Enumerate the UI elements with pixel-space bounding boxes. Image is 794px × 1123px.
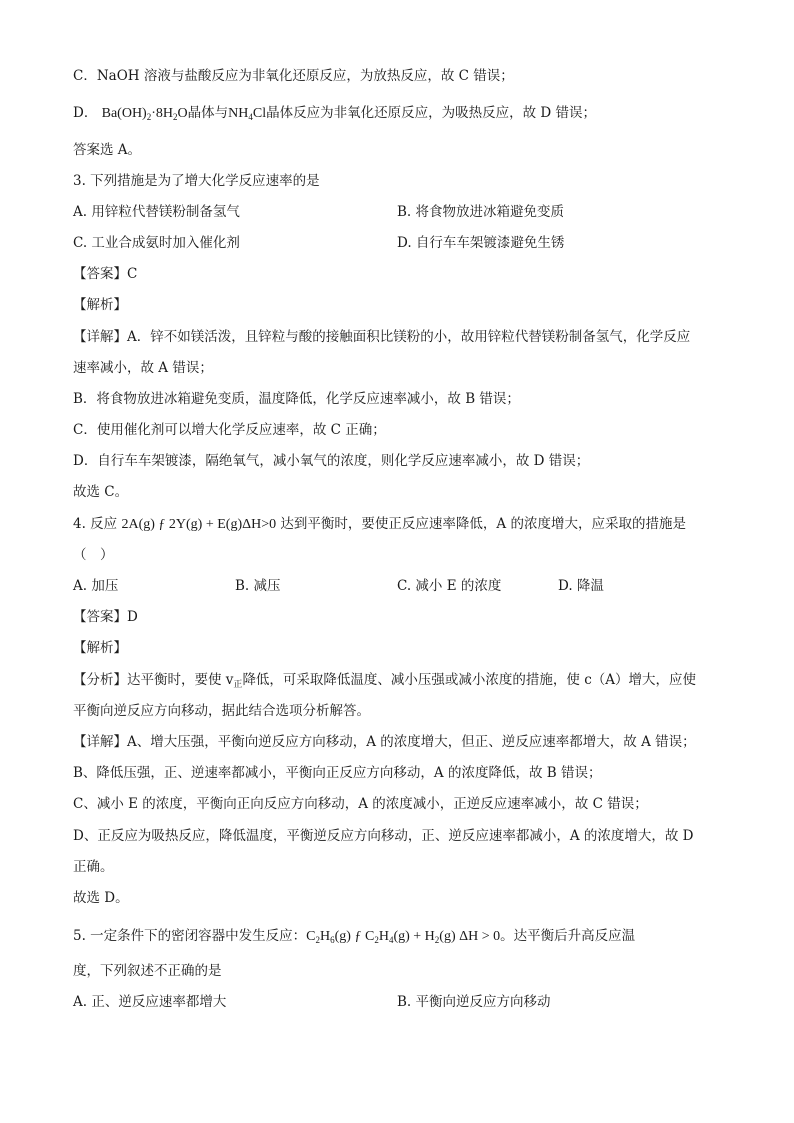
option-c-analysis: C．NaOH 溶液与盐酸反应为非氧化还原反应，为放热反应，故 C 错误； xyxy=(73,68,514,84)
question-3-stem: 3. 下列措施是为了增大化学反应速率的是 xyxy=(73,173,320,189)
question-3-option-b: B. 将食物放进冰箱避免变质 xyxy=(397,204,565,220)
question-4-option-a: A. 加压 xyxy=(73,578,119,594)
question-3-detail-5: D．自行车车架镀漆，隔绝氧气，减小氧气的浓度，则化学反应速率减小，故 D 错误； xyxy=(73,453,590,469)
question-5-stem: 5. 一定条件下的密闭容器中发生反应：$C_2H_6(g)$ ƒ $C_2H_4(g) + H_2(g) \Delta H > 0$。达平衡后升高反应温 xyxy=(73,928,636,945)
question-3-jiexi: 【解析】 xyxy=(73,297,127,313)
formula-reaction-5: $C_2H_6(g)$ ƒ $C_2H_4(g) + H_2(g) \Delta H > 0$ xyxy=(306,929,501,945)
question-4-detail-3: C、减小 E 的浓度，平衡向正向反应方向移动，A 的浓度减小，正逆反应速率减小，故 C 错误； xyxy=(73,796,648,812)
question-3-option-c: C. 工业合成氨时加入催化剂 xyxy=(73,235,240,251)
option-d-text1: 晶体与 xyxy=(187,105,229,121)
question-3-detail-1: 【详解】A．锌不如镁活泼，且锌粒与酸的接触面积比镁粉的小，故用锌粒代替镁粉制备氢气，化学反应 xyxy=(73,329,691,345)
question-4-stem: 4. 反应 2A(g) ƒ 2Y(g) + E(g)ΔH>0 达到平衡时，要使正反应速率降低，A 的浓度增大，应采取的措施是 xyxy=(73,516,686,532)
question-5-option-a: A. 正、逆反应速率都增大 xyxy=(73,994,227,1010)
question-3-detail-2: 速率减小，故 A 错误； xyxy=(73,360,213,376)
question-3-option-d: D. 自行车车架镀漆避免生锈 xyxy=(397,235,565,251)
question-4-detail-4: D、正反应为吸热反应，降低温度，平衡逆反应方向移动，正、逆反应速率都减小，A 的浓度增大，故 D xyxy=(73,828,694,844)
question-4-option-d: D. 降温 xyxy=(558,578,604,594)
question-4-detail-5: 正确。 xyxy=(73,859,114,875)
question-3-final: 故选 C。 xyxy=(73,484,129,500)
question-4-jiexi: 【解析】 xyxy=(73,640,127,656)
answer-a-line: 答案选 A。 xyxy=(73,142,142,158)
question-4-final: 故选 D。 xyxy=(73,890,129,906)
question-4-paren: （ ） xyxy=(73,547,114,563)
question-4-detail-2: B、降低压强，正、逆速率都减小，平衡向正反应方向移动，A 的浓度降低，故 B 错误； xyxy=(73,765,602,781)
formula-reaction-4: 2A(g) ƒ 2Y(g) + E(g)ΔH>0 xyxy=(121,517,277,532)
question-3-option-a: A. 用锌粒代替镁粉制备氢气 xyxy=(73,204,240,220)
question-4-detail-1: 【详解】A、增大压强，平衡向逆反应方向移动，A 的浓度增大，但正、逆反应速率都增大，故 A 错误； xyxy=(73,734,696,750)
question-4-option-c: C. 减小 E 的浓度 xyxy=(397,578,502,594)
option-d-text2: 晶体反应为非氧化还原反应，为吸热反应，故 D 错误； xyxy=(266,105,597,121)
formula-barium-hydroxide: $Ba(OH)_2\cdot 8H_2O$ xyxy=(101,106,188,122)
option-d-analysis xyxy=(73,103,724,124)
question-3-detail-4: C．使用催化剂可以增大化学反应速率，故 C 正确； xyxy=(73,422,386,438)
question-4-option-b: B. 减压 xyxy=(235,578,281,594)
question-5-option-b: B. 平衡向逆反应方向移动 xyxy=(397,994,551,1010)
question-3-answer: 【答案】C xyxy=(73,266,138,282)
question-4-answer: 【答案】D xyxy=(73,609,138,625)
formula-ammonium-chloride: $NH_4Cl$ xyxy=(228,106,267,122)
question-5-stem-2: 度，下列叙述不正确的是 xyxy=(73,963,222,979)
question-4-fenxi-1: 【分析】达平衡时，要使 $v_正$降低，可采取降低温度、减小压强或减小浓度的措施，使 c（A）增大，应使 xyxy=(73,672,697,690)
option-d-prefix: D． xyxy=(73,105,98,121)
question-4-fenxi-2: 平衡向逆反应方向移动，据此结合选项分析解答。 xyxy=(73,703,370,719)
question-3-detail-3: B．将食物放进冰箱避免变质，温度降低，化学反应速率减小，故 B 错误； xyxy=(73,391,520,407)
